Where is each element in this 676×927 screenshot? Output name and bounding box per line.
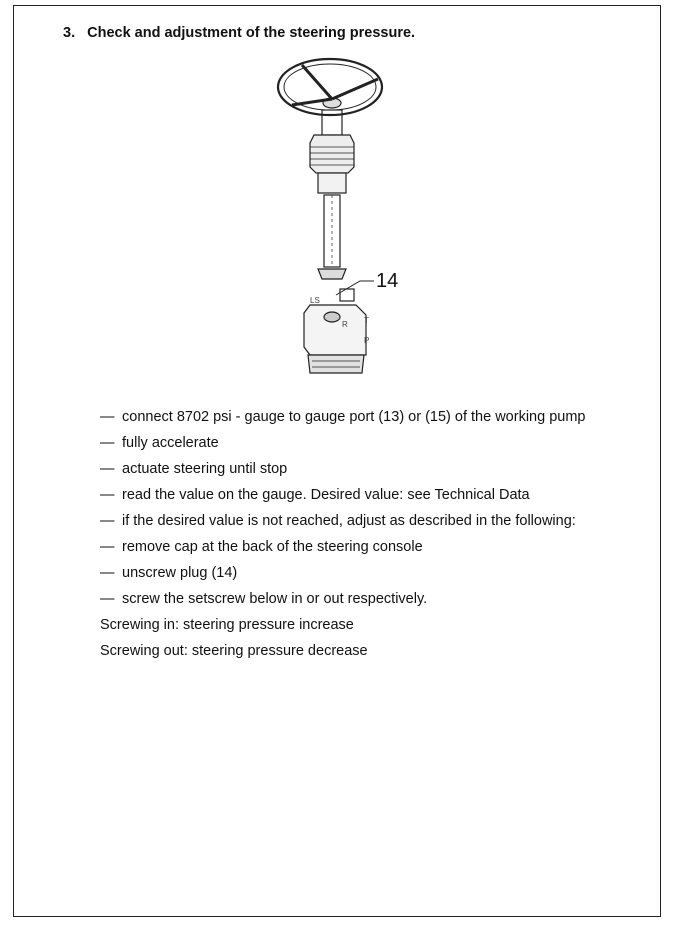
- step-item: — if the desired value is not reached, adjust as described in the following:: [100, 508, 585, 534]
- bullet-dash: —: [100, 513, 115, 529]
- step-item: — read the value on the gauge. Desired value: see Technical Data: [100, 482, 585, 508]
- steering-column-illustration: [270, 55, 420, 385]
- step-item: — actuate steering until stop: [100, 456, 585, 482]
- procedure-steps: [100, 404, 585, 612]
- bullet-dash: —: [100, 409, 115, 425]
- port-label-ls: LS: [310, 296, 320, 305]
- port-label-t: T: [364, 316, 369, 325]
- bullet-dash: —: [100, 539, 115, 555]
- section-title: Check and adjustment of the steering pressure.: [87, 25, 416, 41]
- step-item: — screw the setscrew below in or out respectively.: [100, 586, 585, 612]
- section-heading: [63, 25, 415, 41]
- section-number: 3.: [63, 25, 76, 41]
- bullet-dash: —: [100, 487, 115, 503]
- step-item: — unscrew plug (14): [100, 560, 585, 586]
- adjustment-notes: [100, 612, 368, 664]
- note-screwing-out: Screwing out: steering pressure decrease: [100, 643, 368, 659]
- port-label-r: R: [342, 320, 348, 329]
- step-item: — remove cap at the back of the steering console: [100, 534, 585, 560]
- bullet-dash: —: [100, 461, 115, 477]
- step-item: — connect 8702 psi - gauge to gauge port (13) or (15) of the working pump: [100, 404, 585, 430]
- callout-number: 14: [376, 270, 399, 292]
- bullet-dash: —: [100, 565, 115, 581]
- steering-column-drawing: [270, 55, 420, 385]
- bullet-dash: —: [100, 591, 115, 607]
- step-item: — fully accelerate: [100, 430, 585, 456]
- bullet-dash: —: [100, 435, 115, 451]
- port-label-p: P: [364, 336, 370, 345]
- note-screwing-in: Screwing in: steering pressure increase: [100, 617, 354, 633]
